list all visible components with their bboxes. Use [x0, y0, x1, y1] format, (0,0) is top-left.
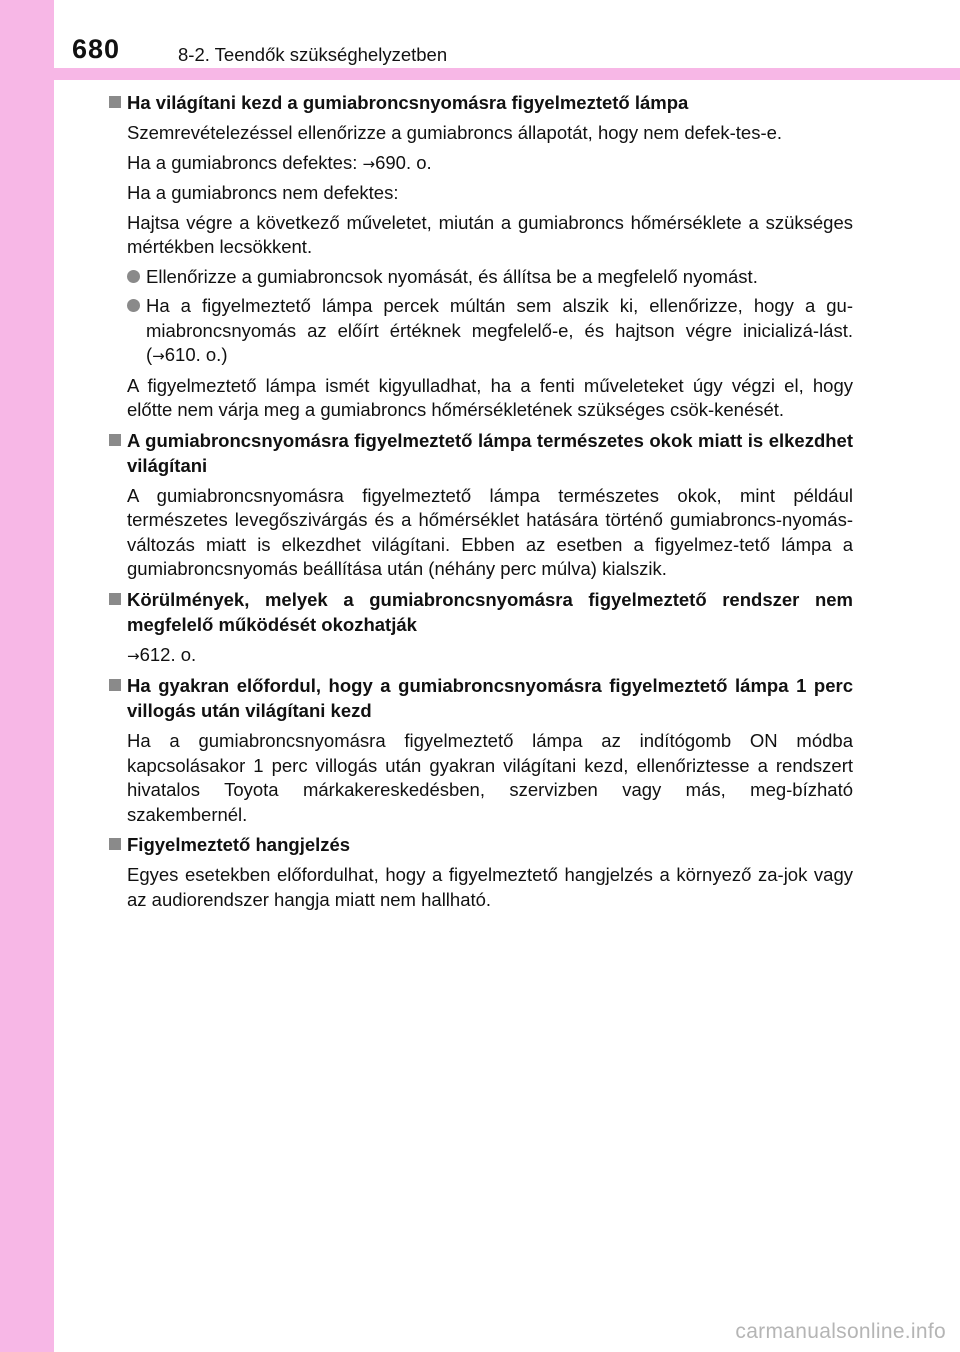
paragraph: Hajtsa végre a következő műveletet, miután a gumiabroncs hőmérséklete a szükséges mértékben lecsökkent.	[127, 211, 853, 257]
section-natural-causes	[108, 428, 853, 582]
section-heading: A gumiabroncsnyomásra figyelmeztető lámpa természetes okok miatt is elkezdhet világítani	[108, 428, 853, 478]
paragraph: Egyes esetekben előfordulhat, hogy a figyelmeztető hangjelzés a környező za-jok vagy az audiorendszer hangja miatt nem hallható.	[127, 864, 853, 910]
arrow-right-icon: →	[152, 347, 165, 365]
arrow-right-icon: →	[362, 154, 376, 173]
section-warning-light-on	[108, 90, 853, 423]
section-heading: Ha gyakran előfordul, hogy a gumiabroncsnyomásra figyelmeztető lámpa 1 perc villogás után világítani kezd	[108, 673, 853, 723]
bullet-item: Ha a figyelmeztető lámpa percek múltán sem alszik ki, ellenőrizze, hogy a gu-miabroncsnyomás az előírt értéknek megfelelő-e, és hajtson végre inicializá-lást. (→610. o.)	[108, 294, 853, 369]
circle-bullet-icon	[127, 270, 140, 283]
header-band	[54, 68, 960, 80]
section-heading: Ha világítani kezd a gumiabroncsnyomásra figyelmeztető lámpa	[108, 90, 853, 115]
bullet-item: Ellenőrizze a gumiabroncsok nyomását, és állítsa be a megfelelő nyomást.	[108, 265, 853, 290]
paragraph: Szemrevételezéssel ellenőrizze a gumiabroncs állapotát, hogy nem defek-tes-e.	[127, 122, 783, 143]
section-warning-buzzer	[108, 832, 853, 912]
paragraph: Ha a gumiabroncsnyomásra figyelmeztető lámpa az indítógomb ON módba kapcsolásakor 1 perc villogás után gyakran világítani kezd, ellenőriztesse a rendszert hivatalos Toyota márkakereskedésben, szervizben vagy más, meg-bízható szakembernél.	[127, 730, 853, 825]
watermark: carmanualsonline.info	[735, 1320, 946, 1343]
paragraph-with-ref	[108, 643, 853, 669]
page-content	[108, 90, 853, 917]
circle-bullet-icon	[127, 299, 140, 312]
section-heading: Körülmények, melyek a gumiabroncsnyomásra figyelmeztető rendszer nem megfelelő működését okozhatják	[108, 587, 853, 637]
page-reference: 610. o.)	[164, 344, 228, 365]
square-bullet-icon	[109, 96, 121, 108]
square-bullet-icon	[109, 838, 121, 850]
section-heading: Figyelmeztető hangjelzés	[108, 832, 853, 857]
side-color-bar	[0, 0, 54, 1352]
paragraph-with-ref: Ha a gumiabroncs defektes: →690. o.	[127, 151, 432, 173]
square-bullet-icon	[109, 593, 121, 605]
page-reference: 690. o.	[375, 151, 432, 173]
paragraph: A gumiabroncsnyomásra figyelmeztető lámpa természetes okok, mint például természetes levegőszivárgás és a hőmérséklet hatására történő gumiabroncs-nyomás-változás miatt is elkezdhet világítani. Ebben az esetben a figyelmez-tető lámpa a gumiabroncsnyomás beállítása után (néhány perc múlva) kialszik.	[127, 484, 853, 579]
page-number: 680	[72, 34, 121, 64]
square-bullet-icon	[109, 679, 121, 691]
section-malfunction-conditions	[108, 587, 853, 669]
square-bullet-icon	[109, 434, 121, 446]
section-blinking-light	[108, 673, 853, 827]
page-reference: 612. o.	[139, 643, 197, 665]
chapter-title: 8-2. Teendők szükséghelyzetben	[178, 44, 448, 65]
paragraph: A figyelmeztető lámpa ismét kigyulladhat, ha a fenti műveleteket úgy végzi el, hogy előtte nem várja meg a gumiabroncs hőmérsékletének szükséges csök-kenését.	[127, 374, 853, 420]
arrow-right-icon: →	[127, 646, 140, 665]
paragraph: Ha a gumiabroncs nem defektes:	[127, 182, 399, 203]
